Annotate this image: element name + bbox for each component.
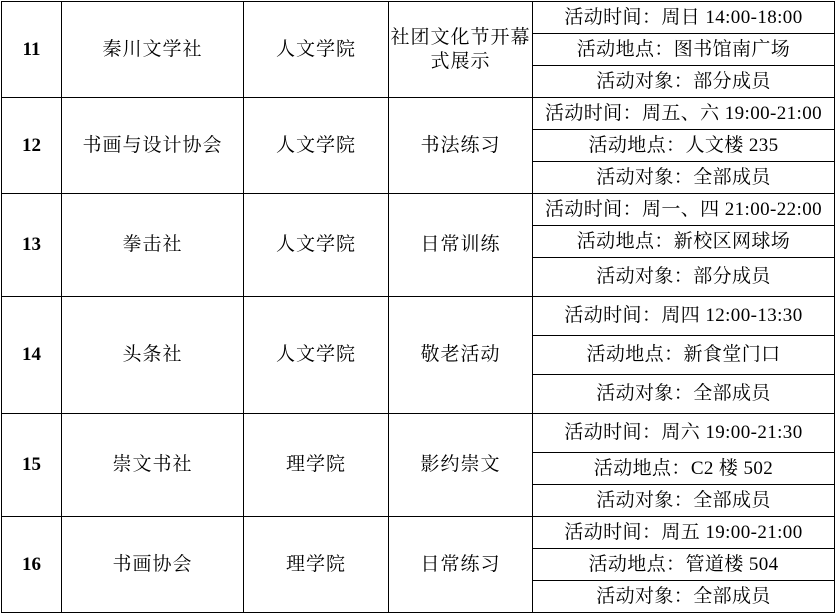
label-activity-target: 活动对象： <box>596 585 694 607</box>
cell-activity: 日常训练 <box>389 194 533 297</box>
value-activity-time: 周一、四 21:00-22:00 <box>641 198 823 220</box>
label-activity-time: 活动时间： <box>544 102 642 124</box>
cell-activity-place <box>533 336 835 375</box>
cell-college: 理学院 <box>244 517 389 613</box>
table-row <box>2 297 835 336</box>
table-row <box>2 517 835 549</box>
value-activity-target: 部分成员 <box>693 266 771 288</box>
value-activity-target: 全部成员 <box>693 383 771 405</box>
cell-club-name: 书画与设计协会 <box>62 98 244 194</box>
cell-college: 人文学院 <box>244 98 389 194</box>
cell-activity-place <box>533 34 835 66</box>
cell-college: 理学院 <box>244 414 389 517</box>
value-activity-place: 新校区网球场 <box>673 230 791 252</box>
value-activity-place: 管道楼 504 <box>685 553 779 575</box>
label-activity-place: 活动地点： <box>588 553 686 575</box>
cell-activity-place <box>533 130 835 162</box>
value-activity-time: 周六 19:00-21:30 <box>661 422 803 444</box>
cell-activity: 影约崇文 <box>389 414 533 517</box>
cell-activity-time <box>533 98 835 130</box>
cell-college: 人文学院 <box>244 297 389 414</box>
cell-club-name: 崇文书社 <box>62 414 244 517</box>
label-activity-target: 活动对象： <box>596 383 694 405</box>
label-activity-time: 活动时间： <box>564 422 662 444</box>
cell-activity-place <box>533 226 835 258</box>
value-activity-target: 全部成员 <box>693 585 771 607</box>
cell-activity-time <box>533 517 835 549</box>
value-activity-target: 部分成员 <box>693 70 771 92</box>
value-activity-time: 周日 14:00-18:00 <box>661 6 803 28</box>
cell-activity-target <box>533 258 835 297</box>
cell-activity: 日常练习 <box>389 517 533 613</box>
cell-activity-target <box>533 485 835 517</box>
cell-activity-time <box>533 297 835 336</box>
value-activity-target: 全部成员 <box>693 489 771 511</box>
cell-activity-target <box>533 66 835 98</box>
label-activity-time: 活动时间： <box>564 521 662 543</box>
label-activity-place: 活动地点： <box>576 230 674 252</box>
label-activity-time: 活动时间： <box>544 198 642 220</box>
cell-activity-target <box>533 581 835 613</box>
value-activity-place: 人文楼 235 <box>685 134 779 156</box>
cell-activity-place <box>533 453 835 485</box>
cell-activity-target <box>533 375 835 414</box>
club-activity-table <box>1 1 835 613</box>
label-activity-place: 活动地点： <box>588 134 686 156</box>
cell-college: 人文学院 <box>244 194 389 297</box>
table-row <box>2 2 835 34</box>
cell-activity: 书法练习 <box>389 98 533 194</box>
cell-activity-time <box>533 414 835 453</box>
cell-activity-time <box>533 2 835 34</box>
cell-index: 13 <box>2 194 62 297</box>
club-activity-table-container <box>0 1 835 605</box>
table-row <box>2 98 835 130</box>
cell-activity-time <box>533 194 835 226</box>
label-activity-place: 活动地点： <box>593 457 691 479</box>
cell-index: 16 <box>2 517 62 613</box>
label-activity-place: 活动地点： <box>586 344 684 366</box>
table-body <box>2 2 835 613</box>
cell-club-name: 头条社 <box>62 297 244 414</box>
label-activity-target: 活动对象： <box>596 489 694 511</box>
value-activity-target: 全部成员 <box>693 166 771 188</box>
cell-index: 12 <box>2 98 62 194</box>
cell-activity-place <box>533 549 835 581</box>
table-row <box>2 414 835 453</box>
value-activity-place: C2 楼 502 <box>690 457 774 479</box>
value-activity-time: 周五 19:00-21:00 <box>661 521 803 543</box>
value-activity-place: 新食堂门口 <box>683 344 781 366</box>
cell-college: 人文学院 <box>244 2 389 98</box>
value-activity-time: 周四 12:00-13:30 <box>661 305 803 327</box>
label-activity-place: 活动地点： <box>576 38 674 60</box>
cell-index: 11 <box>2 2 62 98</box>
table-row <box>2 194 835 226</box>
label-activity-target: 活动对象： <box>596 166 694 188</box>
cell-index: 14 <box>2 297 62 414</box>
cell-activity-target <box>533 162 835 194</box>
value-activity-time: 周五、六 19:00-21:00 <box>641 102 823 124</box>
value-activity-place: 图书馆南广场 <box>673 38 791 60</box>
cell-club-name: 拳击社 <box>62 194 244 297</box>
cell-club-name: 书画协会 <box>62 517 244 613</box>
label-activity-time: 活动时间： <box>564 305 662 327</box>
cell-index: 15 <box>2 414 62 517</box>
label-activity-target: 活动对象： <box>596 266 694 288</box>
label-activity-target: 活动对象： <box>596 70 694 92</box>
cell-activity: 社团文化节开幕式展示 <box>389 2 533 98</box>
cell-activity: 敬老活动 <box>389 297 533 414</box>
label-activity-time: 活动时间： <box>564 6 662 28</box>
cell-club-name: 秦川文学社 <box>62 2 244 98</box>
